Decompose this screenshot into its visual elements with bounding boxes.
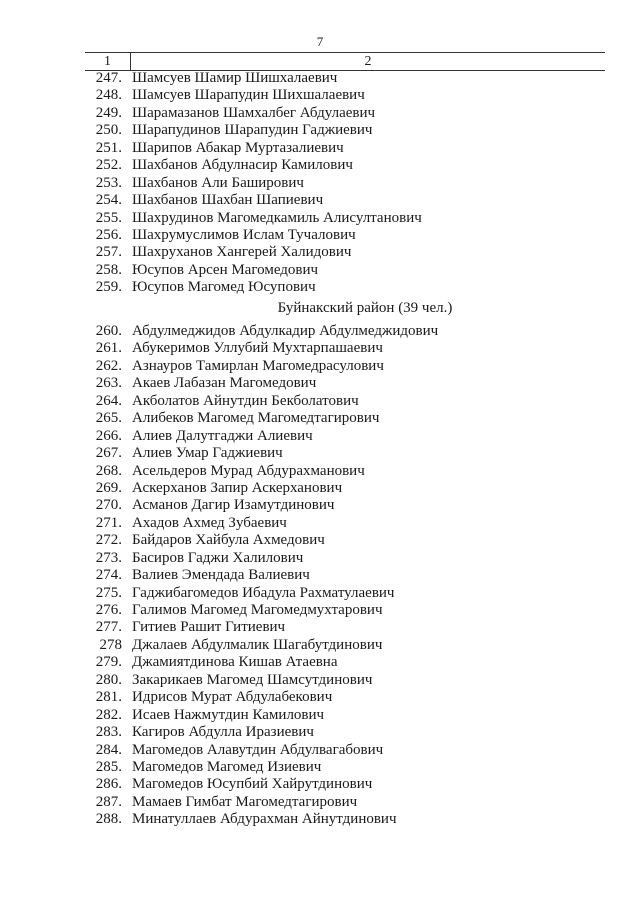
item-number: 281. xyxy=(95,689,122,706)
item-full-name: Минатуллаев Абдурахман Айнутдинович xyxy=(132,811,397,828)
list-item xyxy=(85,637,605,654)
item-number: 252. xyxy=(95,157,122,174)
list-item xyxy=(85,175,605,192)
item-full-name: Закарикаев Магомед Шамсутдинович xyxy=(132,671,373,688)
item-full-name: Шахбанов Шахбан Шапиевич xyxy=(132,192,324,209)
item-full-name: Байдаров Хайбула Ахмедович xyxy=(132,532,325,549)
item-full-name: Гаджибагомедов Ибадула Рахматулаевич xyxy=(132,584,395,601)
list-item xyxy=(85,619,605,636)
item-full-name: Шахбанов Абдулнасир Камилович xyxy=(132,157,353,174)
item-full-name: Шахрумуслимов Ислам Тучалович xyxy=(132,226,356,243)
item-number: 261. xyxy=(95,340,122,357)
item-full-name: Шарипов Абакар Муртазалиевич xyxy=(132,139,344,156)
table-header xyxy=(85,52,605,71)
item-full-name: Шахбанов Али Баширович xyxy=(132,174,304,191)
item-number: 253. xyxy=(95,174,122,191)
table-header-col-2: 2 xyxy=(364,54,372,69)
item-number: 277. xyxy=(95,619,122,636)
list-item xyxy=(85,340,605,357)
item-number: 285. xyxy=(95,758,122,775)
list-item xyxy=(85,515,605,532)
page-number: 7 xyxy=(316,34,324,49)
item-number: 255. xyxy=(95,209,122,226)
list-item xyxy=(85,262,605,279)
item-full-name: Азнауров Тамирлан Магомедрасулович xyxy=(132,357,384,374)
list-item xyxy=(85,122,605,139)
item-full-name: Шамсуев Шамир Шишхалаевич xyxy=(132,70,338,86)
item-number: 257. xyxy=(95,244,122,261)
item-number: 272. xyxy=(95,532,122,549)
list-item xyxy=(85,759,605,776)
list-item xyxy=(85,358,605,375)
item-full-name: Магомедов Магомед Изиевич xyxy=(132,758,322,775)
item-number: 282. xyxy=(95,706,122,723)
item-number: 247. xyxy=(95,70,122,86)
item-full-name: Шахрудинов Магомедкамиль Алисултанович xyxy=(132,209,422,226)
list-item xyxy=(85,87,605,104)
item-number: 249. xyxy=(95,104,122,121)
item-full-name: Асельдеров Мурад Абдурахманович xyxy=(132,462,365,479)
section-heading: Буйнакский район (39 чел.) xyxy=(277,300,453,316)
item-number: 275. xyxy=(95,584,122,601)
item-number: 263. xyxy=(95,375,122,392)
item-number: 270. xyxy=(95,497,122,514)
list-item xyxy=(85,70,605,87)
item-full-name: Шамсуев Шарапудин Шихшалаевич xyxy=(132,87,365,104)
item-full-name: Мамаев Гимбат Магомедтагирович xyxy=(132,793,358,810)
list-item xyxy=(85,724,605,741)
item-full-name: Юсупов Магомед Юсупович xyxy=(132,279,316,296)
item-number: 250. xyxy=(95,122,122,139)
item-full-name: Асманов Дагир Изамутдинович xyxy=(132,497,335,514)
name-list-part-2 xyxy=(85,323,605,829)
item-number: 286. xyxy=(95,776,122,793)
list-item xyxy=(85,323,605,340)
item-full-name: Юсупов Арсен Магомедович xyxy=(132,261,319,278)
list-item xyxy=(85,567,605,584)
item-number: 268. xyxy=(95,462,122,479)
item-full-name: Валиев Эмендада Валиевич xyxy=(132,567,310,584)
list-item xyxy=(85,811,605,828)
item-number: 251. xyxy=(95,139,122,156)
list-item xyxy=(85,672,605,689)
item-number: 256. xyxy=(95,226,122,243)
item-full-name: Алиев Умар Гаджиевич xyxy=(132,445,283,462)
item-number: 283. xyxy=(95,724,122,741)
list-item xyxy=(85,227,605,244)
item-number: 288. xyxy=(95,811,122,828)
item-full-name: Шарамазанов Шамхалбег Абдулаевич xyxy=(132,104,376,121)
item-full-name: Ахадов Ахмед Зубаевич xyxy=(132,514,287,531)
list-item xyxy=(85,550,605,567)
list-item xyxy=(85,497,605,514)
list-item xyxy=(85,244,605,261)
list-item xyxy=(85,794,605,811)
list-item xyxy=(85,140,605,157)
item-number: 278 xyxy=(99,636,122,653)
list-item xyxy=(85,210,605,227)
item-full-name: Галимов Магомед Магомедмухтарович xyxy=(132,602,383,618)
list-item xyxy=(85,654,605,671)
item-full-name: Абукеримов Уллубий Мухтарпашаевич xyxy=(132,340,383,357)
item-full-name: Джамиятдинова Кишав Атаевна xyxy=(132,654,338,671)
item-number: 262. xyxy=(95,357,122,374)
item-number: 258. xyxy=(95,261,122,278)
item-full-name: Шахруханов Хангерей Халидович xyxy=(132,244,352,261)
item-number: 260. xyxy=(95,323,122,339)
list-item xyxy=(85,532,605,549)
item-full-name: Кагиров Абдулла Иразиевич xyxy=(132,724,314,741)
item-number: 279. xyxy=(95,654,122,671)
list-item xyxy=(85,602,605,619)
item-number: 264. xyxy=(95,392,122,409)
item-number: 259. xyxy=(95,279,122,296)
list-item xyxy=(85,463,605,480)
item-full-name: Джалаев Абдулмалик Шагабутдинович xyxy=(132,636,383,653)
item-number: 254. xyxy=(95,192,122,209)
item-full-name: Басиров Гаджи Халилович xyxy=(132,549,304,566)
list-item xyxy=(85,105,605,122)
item-number: 280. xyxy=(95,671,122,688)
item-number: 276. xyxy=(95,602,122,618)
item-number: 248. xyxy=(95,87,122,104)
item-full-name: Акболатов Айнутдин Бекболатович xyxy=(132,392,359,409)
list-item xyxy=(85,480,605,497)
item-full-name: Акаев Лабазан Магомедович xyxy=(132,375,317,392)
item-full-name: Абдулмеджидов Абдулкадир Абдулмеджидович xyxy=(132,323,439,339)
table-header-col-1: 1 xyxy=(85,53,131,70)
list-item xyxy=(85,445,605,462)
item-full-name: Исаев Нажмутдин Камилович xyxy=(132,706,325,723)
item-number: 269. xyxy=(95,479,122,496)
item-number: 265. xyxy=(95,410,122,427)
list-item xyxy=(85,689,605,706)
name-list-part-1 xyxy=(85,70,605,297)
item-full-name: Магомедов Алавутдин Абдулвагабович xyxy=(132,741,384,758)
list-item xyxy=(85,375,605,392)
item-number: 273. xyxy=(95,549,122,566)
list-item xyxy=(85,707,605,724)
item-number: 266. xyxy=(95,427,122,444)
item-number: 267. xyxy=(95,445,122,462)
item-full-name: Алиев Далутгаджи Алиевич xyxy=(132,427,313,444)
list-item xyxy=(85,192,605,209)
list-item xyxy=(85,428,605,445)
item-number: 274. xyxy=(95,567,122,584)
item-number: 287. xyxy=(95,793,122,810)
item-full-name: Алибеков Магомед Магомедтагирович xyxy=(132,410,380,427)
item-full-name: Аскерханов Запир Аскерханович xyxy=(132,479,343,496)
list-item xyxy=(85,157,605,174)
item-number: 284. xyxy=(95,741,122,758)
list-item xyxy=(85,393,605,410)
item-full-name: Идрисов Мурат Абдулабекович xyxy=(132,689,333,706)
list-item xyxy=(85,279,605,296)
item-full-name: Шарапудинов Шарапудин Гаджиевич xyxy=(132,122,373,139)
list-item xyxy=(85,776,605,793)
list-item xyxy=(85,585,605,602)
item-full-name: Гитиев Рашит Гитиевич xyxy=(132,619,286,636)
list-item xyxy=(85,742,605,759)
item-number: 271. xyxy=(95,514,122,531)
list-item xyxy=(85,410,605,427)
item-full-name: Магомедов Юсупбий Хайрутдинович xyxy=(132,776,373,793)
